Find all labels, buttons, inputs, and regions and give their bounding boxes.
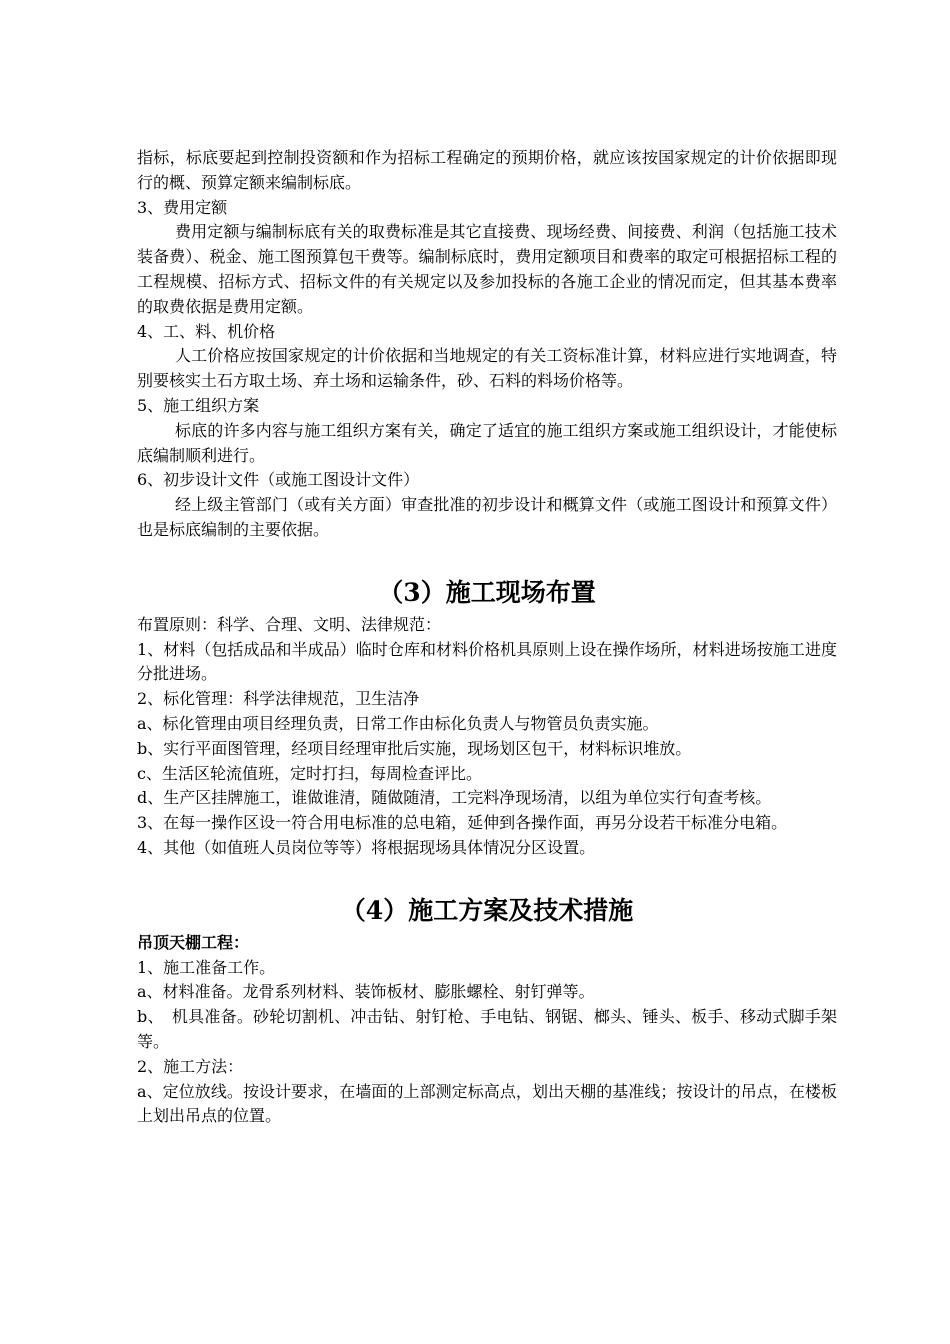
list-item: a、材料准备。龙骨系列材料、装饰板材、膨胀螺栓、射钉弹等。	[137, 982, 595, 1002]
list-item: 1、材料（包括成品和半成品）临时仓库和材料价格机具原则上设在操作场所，材料进场按施工进度分批进场。	[137, 639, 837, 684]
list-item: b、实行平面图管理，经项目经理审批后实施，现场划区包干，材料标识堆放。	[137, 738, 692, 758]
previous-section-body	[137, 146, 837, 543]
list-item: a、标化管理由项目经理负责，日常工作由标化负责人与物管员负责实施。	[137, 713, 659, 733]
list-item: 2、标化管理：科学法律规范，卫生洁净	[137, 689, 420, 709]
paragraph: 人工价格应按国家规定的计价依据和当地规定的有关工资标准计算，材料应进行实地调查，特别要核实土石方取土场、弃土场和运输条件，砂、石料的料场价格等。	[137, 346, 837, 391]
paragraph: 指标，标底要起到控制投资额和作为招标工程确定的预期价格，就应该按国家规定的计价依据即现行的概、预算定额来编制标底。	[137, 148, 837, 192]
item-heading: 6、初步设计文件（或施工图设计文件）	[137, 470, 420, 490]
list-item: 3、在每一操作区设一符合用电标准的总电箱，延伸到各操作面，再另分设若干标准分电箱。	[137, 813, 788, 833]
paragraph: 经上级主管部门（或有关方面）审查批准的初步设计和概算文件（或施工图设计和预算文件）也是标底编制的主要依据。	[137, 495, 837, 539]
list-item: 4、其他（如值班人员岗位等等）将根据现场具体情况分区设置。	[137, 837, 596, 857]
item-heading: 4、工、料、机价格	[137, 321, 276, 341]
list-item: 1、施工准备工作。	[137, 957, 276, 977]
section-3-title: （3）施工现场布置	[378, 577, 596, 607]
section-4-title: （4）施工方案及技术措施	[340, 895, 634, 925]
list-item: 2、施工方法：	[137, 1056, 244, 1076]
item-heading: 3、费用定额	[137, 197, 228, 217]
subsection-title: 吊顶天棚工程：	[137, 932, 250, 952]
section-4-body	[137, 931, 837, 1129]
paragraph: 标底的许多内容与施工组织方案有关，确定了适宜的施工组织方案或施工组织设计，才能使标底编制顺利进行。	[137, 420, 837, 465]
list-item: b、 机具准备。砂轮切割机、冲击钻、射钉枪、手电钻、钢锯、榔头、锤头、板手、移动式脚手架等。	[137, 1007, 837, 1051]
document-page	[137, 146, 837, 1129]
list-item: c、生活区轮流值班，定时打扫，每周检查评比。	[137, 763, 482, 783]
list-item: a、定位放线。按设计要求，在墙面的上部测定标高点，划出天棚的基准线；按设计的吊点，在楼板上划出吊点的位置。	[137, 1081, 837, 1126]
list-item: d、生产区挂牌施工，谁做谁清，随做随清，工完料净现场清，以组为单位实行旬查考核。	[137, 788, 772, 808]
item-heading: 5、施工组织方案	[137, 395, 260, 415]
list-item: 布置原则：科学、合理、文明、法律规范：	[137, 614, 442, 634]
paragraph: 费用定额与编制标底有关的取费标准是其它直接费、现场经费、间接费、利润（包括施工技术装备费）、税金、施工图预算包干费等。编制标底时，费用定额项目和费率的取定可根据招标工程的工程规模、招标方式、招标文件的有关规定以及参加投标的各施工企业的情况而定，但其基本费率的取费依据是费用定额。	[137, 222, 837, 316]
section-3-body	[137, 613, 837, 861]
